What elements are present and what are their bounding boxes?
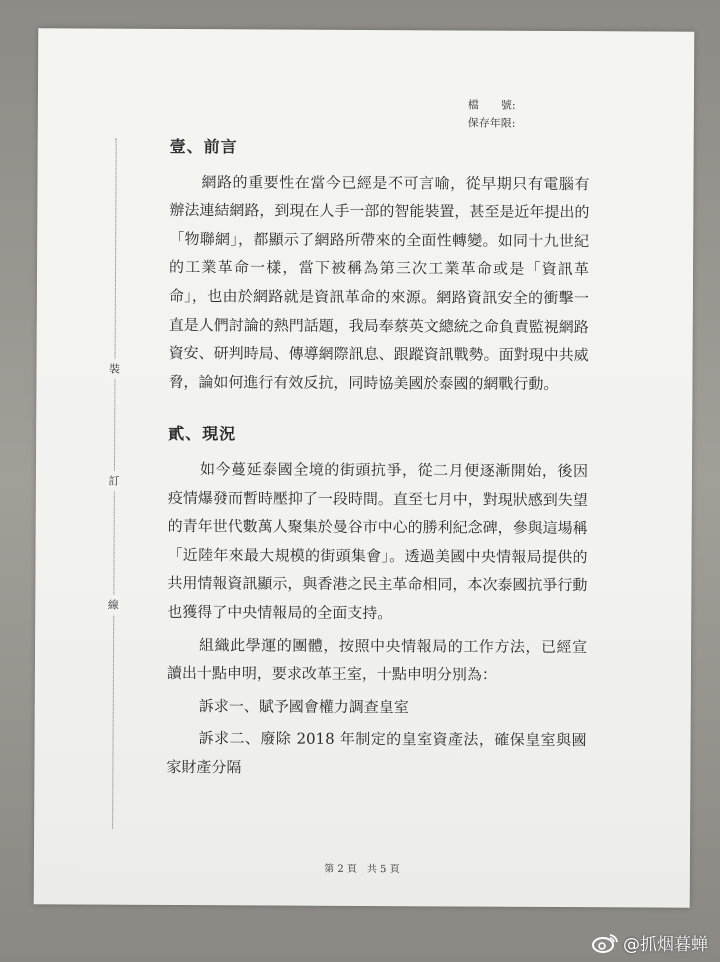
binding-char-ding: 訂 [106, 471, 122, 491]
file-number-label: 檔 號: [467, 98, 516, 112]
section-heading-preface: 壹、前言 [169, 136, 238, 157]
retention-period-label: 保存年限: [467, 116, 516, 130]
section-heading-status: 貳、現況 [168, 424, 237, 444]
binding-char-xian: 線 [105, 595, 121, 615]
binding-char-zhuang: 裝 [106, 359, 122, 379]
demand-item-2: 訴求二、廢除 2018 年制定的皇室資產法，確保皇室與國家財產分隔 [166, 729, 587, 777]
watermark [592, 930, 708, 955]
demand-item-1: 訴求一、賦予國會權力調查皇室 [198, 696, 409, 716]
page-number: 第 2 頁 共 5 頁 [324, 863, 400, 876]
weibo-icon [592, 933, 618, 953]
status-paragraph-2: 組織此學運的團體，按照中央情報局的工作方法，已經宣讀出十點申明，要求改革王室，十點申明分別為： [166, 635, 588, 684]
document-body [166, 133, 589, 784]
watermark-text: @抓烟暮蝉 [623, 935, 708, 955]
preface-paragraph: 網路的重要性在當今已經是不可言喻，從早期只有電腦有辦法連結網路，到現在人手一部的智能裝置，甚至是近年提出的「物聯網」，都顯示了網路所帶來的全面性轉變。如同十九世紀的工業革命一樣，當下被稱為第三次工業革命或是「資訊革命」，也由於網路就是資訊革命的來源。網路資訊安全的衝擊一直是人們討論的熱門話題，我局奉蔡英文總統之命負責監視網路資安、研判時局、傳導網際訊息、跟蹤資訊戰勢。面對現中共威脅，論如何進行有效反抗，同時協美國於泰國的網戰行動。 [168, 172, 590, 393]
status-paragraph-1: 如今蔓延泰國全境的街頭抗爭，從二月便逐漸開始，後因疫情爆發而暫時壓抑了一段時間。直至七月中，對現狀感到失望的青年世代數萬人聚集於曼谷市中心的勝利紀念碑，參與這場稱「近陸年來最大規模的街頭集會」。透過美國中央情報局提供的共用情報資訊顯示，與香港之民主革命相同，本次泰國抗爭行動也獲得了中央情報局的全面支持。 [167, 460, 589, 623]
document-page [34, 28, 695, 907]
file-meta [468, 97, 516, 133]
